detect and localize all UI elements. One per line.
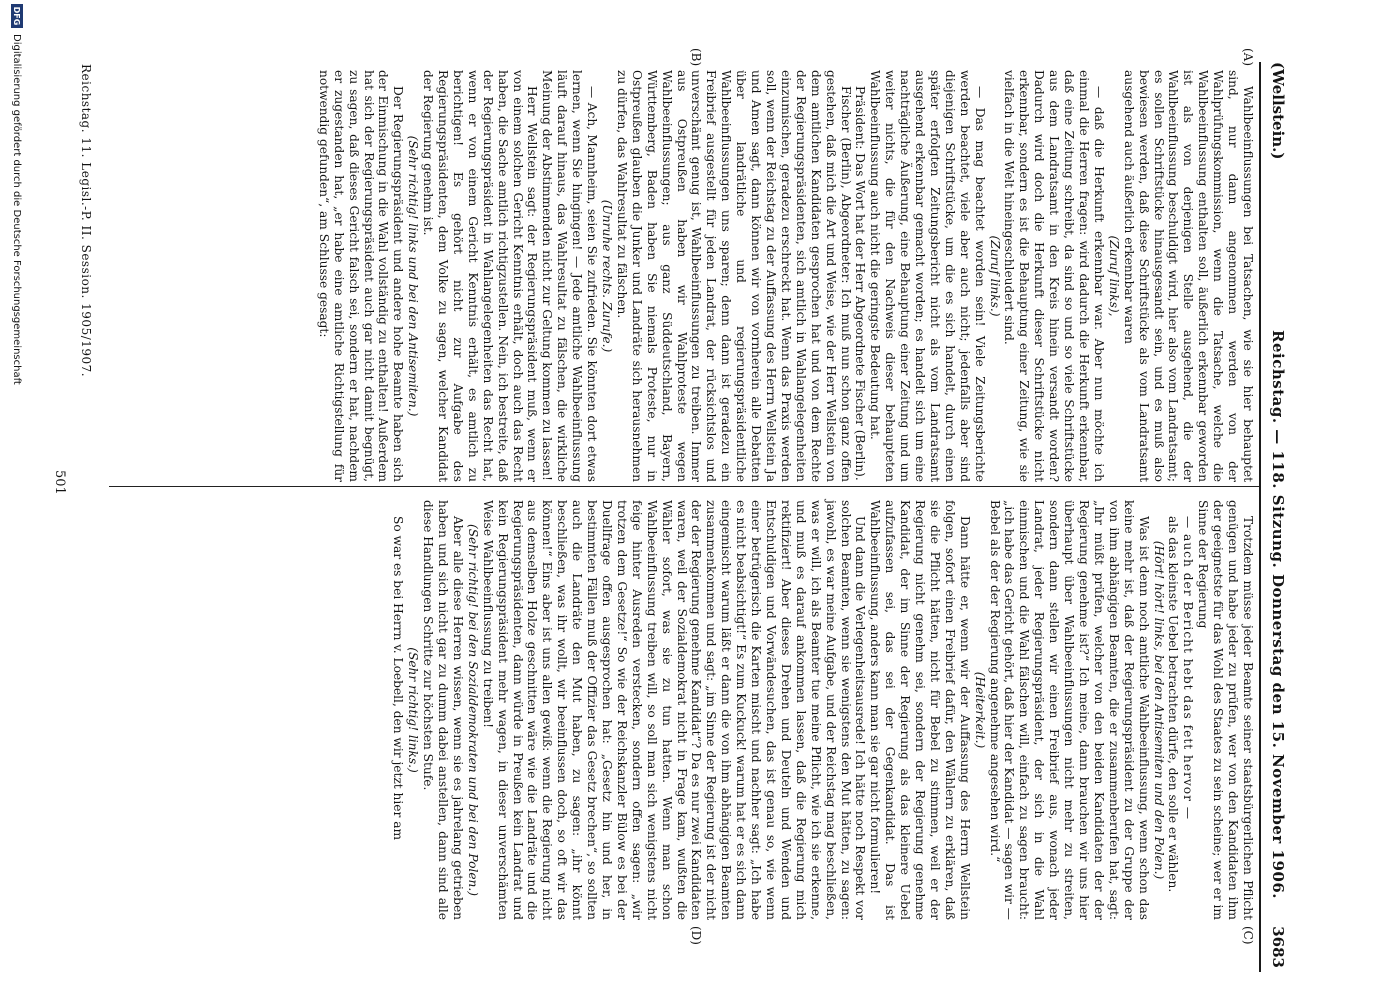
- column-divider: [109, 486, 1259, 487]
- interjection: (Sehr richtig! links.): [406, 647, 421, 773]
- margin-letter-d: (D): [689, 926, 703, 945]
- paragraph: Fischer (Berlin), Abgeordneter: Ich muß nun schon ganz offen gestehen, daß mich die Art und Weise, wie der Herr Wellstein von dem amtlichen Kandidaten gesprochen hat und von dem Rechte der Regierungspräsidenten, sich amtlich in Wahlangelegenheiten einzumischen, geradezu erschreckt hat. Wenn das Praxis werden soll, wenn der Reichstag zu der Auffassung des Herrn Wellstein Ja und Amen sagt, dann können wir von vornherein alle Debatten über landrätliche und regierungspräsidentliche Wahlbeeinflussungen uns sparen; denn dann ist geradezu ein Freibrief ausgestellt für jeden Landrat, der rücksichtslos und unverschämt genug ist, Wahlbeeinflussungen zu treiben. Immer aus Ostpreußen haben wir Wahlproteste wegen Wahlbeeinflussungen; aus ganz Süddeutschland, Bayern, Württemberg, Baden haben Sie niemals Proteste, nur in Ostpreußen glauben die Junker und Landräte sich herausnehmen zu dürfen, das Wahlresultat zu fälschen.: [614, 70, 853, 482]
- left-column: [316, 70, 1255, 482]
- paragraph: Dann hätte er, wenn wir der Auffassung des Herrn Wellstein folgen, sofort einen Freibrief dafür, den Wählern zu erklären, daß sie die Pflicht hätten, nicht für Bebel zu stimmen, weil er der Regierung nicht genehm sei, sondern der Regierung genehme Kandidat, der im Sinne der Regierung als das kleinere Uebel aufzufassen sei, das sei der Gegenkandidat. Das ist Wahlbeeinflussung, anders kann man sie gar nicht formulieren!: [868, 500, 972, 920]
- interjection: (Sehr richtig! links und bei den Antisemiten.): [406, 135, 421, 417]
- margin-letter-c: (C): [1241, 926, 1255, 945]
- paragraph: Präsident: Das Wort hat der Herr Abgeordnete Fischer (Berlin).: [853, 86, 868, 481]
- column-number: 3683: [1269, 926, 1287, 968]
- right-column: [390, 500, 1255, 920]
- header-rule: [1259, 62, 1261, 972]
- paragraph: So war es bei Herrn v. Loebell, den wir jetzt hier am: [391, 516, 406, 841]
- paragraph: Aber alle diese Herren wissen, wenn sie es jahrelang getrieben haben und sich nicht gar zu dumm dabei anstellen, dann sind alle diese Handlungen Schritte zur höchsten Stufe.: [421, 500, 465, 920]
- paragraph: Trotzdem müsse jeder Beamte seiner staatsbürgerlichen Pflicht genügen und habe jeder zu prüfen, wer von den Kandidaten ihm der geeignetste für das Wohl des Staates zu sein scheine; wer er im Sinne der Regierung: [1196, 500, 1255, 920]
- interjection: (Sehr richtig! bei den Sozialdemokraten und bei den Polen.): [465, 523, 480, 897]
- page-number: 501: [52, 470, 67, 495]
- dfg-logo-icon: DFG: [11, 4, 23, 28]
- paragraph: — Ach, Mannheim, seien Sie zufrieden. Sie könnten dort etwas lernen, wenn Sie hingingen! — Jede amtliche Wahlbeeinflussung läuft darauf hinaus, das Wahlresultat zu fälschen, die wirkliche Meinung der Abstimmenden nicht zur Geltung kommen zu lassen!: [540, 70, 600, 482]
- paragraph: — Das mag beachtet worden sein! Viele Zeitungsberichte werden beachtet, viele aber auch nicht; jedenfalls aber sind diejenigen Schriftstücke, um die es sich handelt, durch einen später erfolgten Zeitungsbericht nicht als vom Landratsamt ausgehend erkennbar gemacht worden; es handelt sich um eine nachträgliche Äußerung, eine Behauptung einer Zeitung und um weiter nichts, die für den Nachweis dieser behaupteten Wahlbeeinflussung auch nicht die geringste Bedeutung hat.: [868, 70, 987, 482]
- interjection: (Unruhe rechts. Zurufe.): [600, 199, 615, 353]
- paragraph: Wahlbeeinflussungen bei Tatsachen, wie sie hier behauptet sind, nur dann angenommen werden von der Wahlprüfungskommission, wenn die Tatsache, welche die Wahlbeeinflussung enthalten soll, äußerlich erkennbar geworden ist als von derjenigen Stelle ausgehend, die der Wahlbeeinflussung beschuldigt wird, hier also vom Landratsamt; es sollen Schriftstücke hinausgesandt sein, und es muß also bewiesen werden, daß diese Schriftstücke als vom Landratsamt ausgehend auch äußerlich erkennbar waren: [1121, 70, 1255, 482]
- interjection: (Heiterkeit.): [972, 671, 987, 749]
- margin-letter-b: (B): [689, 48, 703, 67]
- interjection: (Zuruf links.): [987, 235, 1002, 317]
- paragraph: — auch der Bericht hebt das fett hervor —: [1181, 516, 1196, 821]
- interjection: (Hört! hört! links, bei den Antisemiten und den Polen.): [1151, 540, 1166, 880]
- paragraph: Der Regierungspräsident und andere hohe Beamte haben sich der Einmischung in die Wahl vollständig zu enthalten! Außerdem hat sich der Regierungspräsident auch gar nicht damit begnügt, zu sagen, daß dieses Gericht falsch sei, sondern er hat, nachdem er zugestanden hat, „er habe eine amtliche Richtigstellung für notwendig gefunden“, am Schlusse gesagt:: [316, 70, 406, 482]
- interjection: (Zuruf links),: [1106, 235, 1121, 317]
- paragraph: — daß die Herkunft erkennbar war. Aber nun möchte ich einmal die Herren fragen: wird dadurch die Herkunft erkennbar, daß eine Zeitung schreibt, da sind so und so viele Schriftstücke aus dem Landratsamt in den Kreis hinein versandt worden? Dadurch wird doch die Herkunft dieser Schriftstücke nicht erkennbar, sondern es ist die Behauptung einer Zeitung, wie sie vielfach in die Welt hineingeschleudert sind.: [1002, 70, 1106, 482]
- dfg-credit: [11, 4, 23, 385]
- paragraph: als das kleinste Uebel betrachten dürfe, den solle er wählen.: [1166, 516, 1181, 893]
- session-header: Reichstag. — 118. Sitzung. Donnerstag den 15. November 1906.: [1269, 330, 1287, 899]
- page-footer: Reichstag. 11. Legisl.-P. II. Session. 1905/1907.: [79, 64, 93, 378]
- paragraph: Und dann die Verlegenheitsausrede! Ich hätte noch Respekt vor solchen Beamten, wenn sie wenigstens den Mut hätten, zu sagen: jawohl, es war meine Aufgabe, und der Reichstag mag beschließen, was er will, ich als Beamter tue meine Pflicht, wie ich sie erkenne, und muß es darauf ankommen lassen, daß die Regierung mich rektifiziert! Aber dieses Drehen und Deuteln und Wenden und Entschuldigen und Vorwändesuchen, das ist genau so, wie wenn einer betrügerisch die Karten mischt und nachher sagt: „Ich habe es nicht beabsichtigt!“ Es zum Kuckuck! warum hat er es sich dann eingemischt warum läßt er dann die von ihm abhängigen Beamten zusammenkommen und sagt: „im Sinne der Regierung ist der nicht der der Regierung genehme Kandidat“? Da es nur zwei Kandidaten waren, weil der Sozialdemokrat nicht in Frage kam, wußten die Wähler sofort, was sie zu tun hatten. Wenn man schon Wahlbeeinflussung treiben will, so soll man sich wenigstens nicht feige hinter Ausreden verstecken, sondern offen sagen: „wir trotzen dem Gesetze!“ So wie der Reichskanzler Bülow es bei der Duellfrage offen ausgesprochen hat: „Gesetz hin und her, in bestimmten Fällen muß der Offizier das Gesetz brechen“, so sollten auch die Landräte den Mut haben, zu sagen: „ihr könnt beschließen, was ihr wollt, wir beeinflussen doch, so oft wir das können!“ Eins aber ist uns allen gewiß: wenn die Regierung nicht aus demselben Holze geschnitten wäre wie die Landräte und die Regierungspräsidenten, dann würde in Preußen kein Landrat und kein Regierungspräsident mehr wagen, in dieser unverschämten Weise Wahlbeeinflussung zu treiben!: [480, 500, 868, 920]
- paragraph: Was ist denn noch amtliche Wahlbeeinflussung, wenn schon das keine mehr ist, daß der Regierungspräsident zu der Gruppe der von ihm abhängigen Beamten, die er zusammenberufen hat, sagt: „Ihr müßt prüfen, welcher von den beiden Kandidaten der der Regierung genehme ist?“ Ich meine, dann brauchen wir uns hier überhaupt über Wahlbeeinflussungen nicht mehr zu streiten, sondern dann stellen wir einen Freibrief aus, wonach jeder Landrat, jeder Regierungspräsident, der sich in die Wahl einmischen und die Wahl fälschen will, einfach zu sagen braucht: „ich habe das Gericht gehört, daß hier der Kandidat — sagen wir — Bebel als der der Regierung angenehme angesehen wird.“: [987, 500, 1151, 920]
- speaker-header: (Wellstein.): [1269, 62, 1287, 160]
- dfg-credit-text: Digitalisierung gefördert durch die Deutsche Forschungsgemeinschaft: [11, 34, 23, 385]
- paragraph: Herr Wellstein sagt: der Regierungspräsident muß, wenn er von einem solchen Gericht Kenntnis erhält, doch auch das Recht haben, die Sache amtlich richtigzustellen. Nein, ich bestreite, daß der Regierungspräsident in Wahlangelegenheiten das Recht hat, wenn er von einem Gericht Kenntnis erhält, es amtlich zu berichtigen! Es gehört nicht zur Aufgabe des Regierungspräsidenten, dem Volke zu sagen, welcher Kandidat der Regierung genehm ist.: [421, 70, 540, 482]
- margin-letter-a: (A): [1241, 48, 1255, 67]
